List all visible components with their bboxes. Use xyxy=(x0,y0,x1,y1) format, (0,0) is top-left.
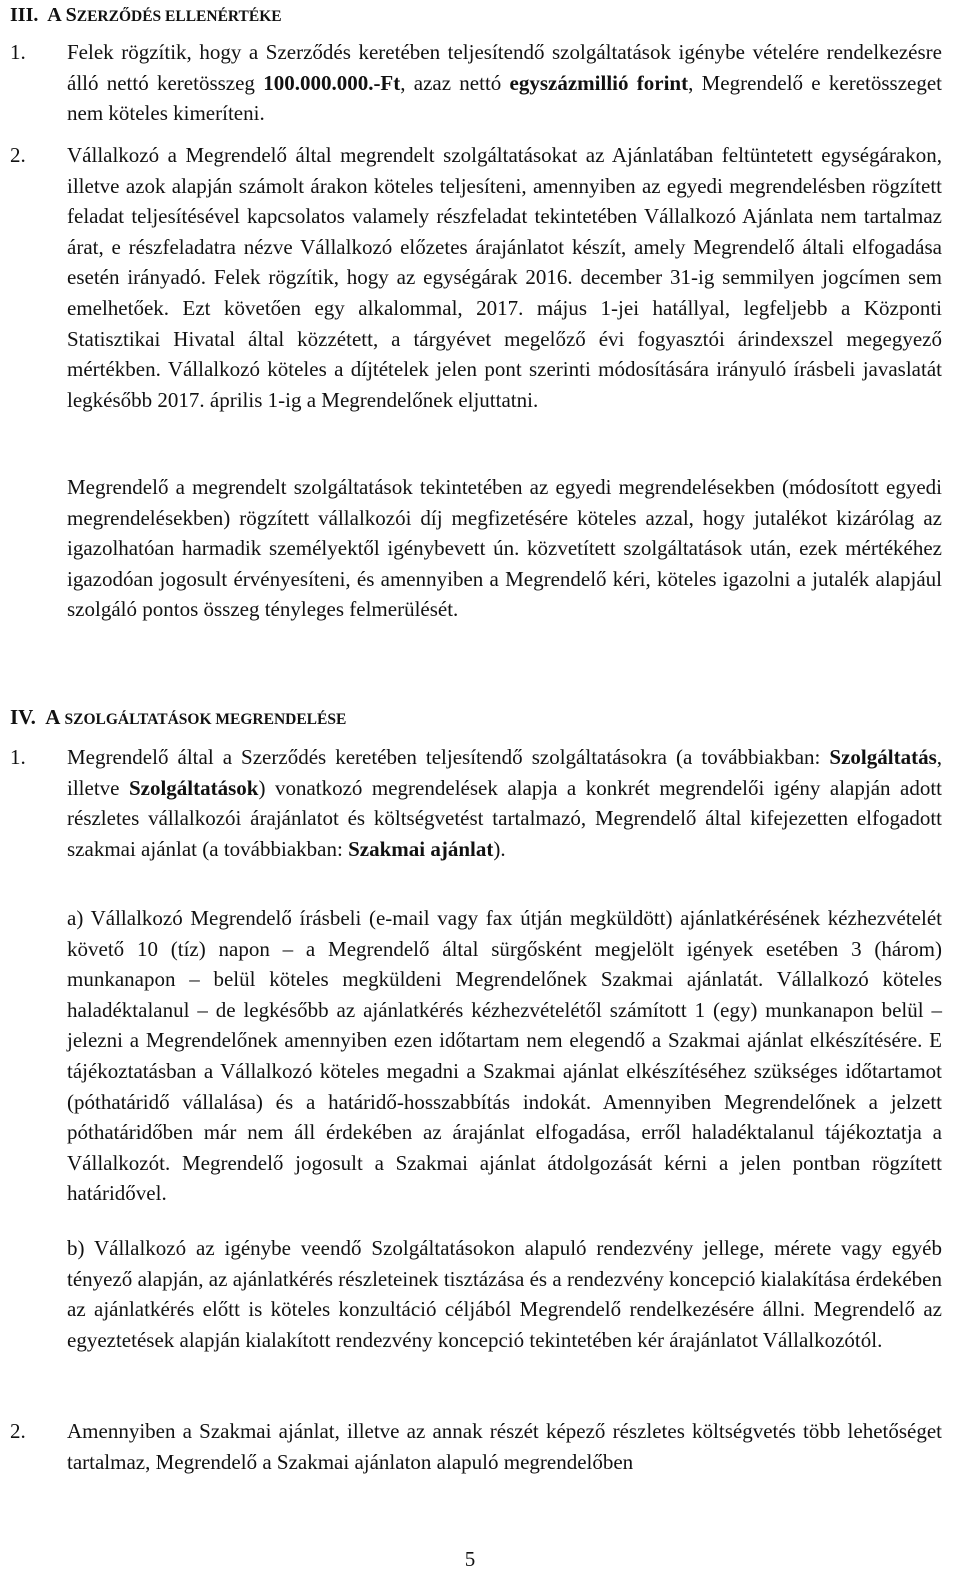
item-1-text-c: , Megrendelő e keretösszeget nem köteles kimeríteni. xyxy=(67,70,942,126)
section-iii-item-2: Vállalkozó a Megrendelő által megrendelt szolgáltatásokat az Ajánlatában feltüntetett egységárakon, illetve azok alapján számolt árakon köteles teljesíteni, amennyiben az egyedi megrendelésben rögzített feladat teljesítésével kapcsolatos valamely részfeladat tekintetében Vállalkozó Ajánlata nem tartalmaz árat, e részfeladatra nézve Vállalkozó előzetes árajánlatot készít, amely Megrendelő általi elfogadása esetén irányadó. Felek rögzítik, hogy az egységárak 2016. december 31-ig semmilyen jogcímen sem emelhetőek. Ezt követően egy alkalommal, 2017. május 1-jei hatállyal, legfeljebb a Központi Statisztikai Hivatal által közzétett, a tárgyévet megelőző évi fogyasztói árindexszel megegyező mértékben. Vállalkozó köteles a díjtételek jelen pont szerinti módosítására irányuló írásbeli javaslatát legkésőbb 2017. április 1-ig a Megrendelőnek eljuttatni. xyxy=(67,143,942,412)
section-iv-item-2-number: 2. xyxy=(10,1419,26,1443)
section-iii-item-2-number: 2. xyxy=(10,143,26,167)
section-iii-item-1 xyxy=(67,37,942,129)
item-1-text-b: , azaz nettó xyxy=(400,70,510,95)
section-iii-title-first: A S xyxy=(47,4,77,26)
section-iii-heading xyxy=(10,0,282,33)
term-szolgaltatasok: Szolgáltatások xyxy=(128,775,259,800)
item-1-amount: 100.000.000.-Ft xyxy=(263,70,401,95)
iv-item-1-text-a: Megrendelő által a Szerződés keretében teljesítendő szolgáltatásokra (a továbbiakban: xyxy=(67,745,830,769)
section-iv-roman: IV. xyxy=(10,705,36,729)
item-1-amount-words: egyszázmillió forint xyxy=(509,70,689,95)
section-iii-item-1-number: 1. xyxy=(10,40,26,64)
section-iii-title-rest: ZERZŐDÉS ELLENÉRTÉKE xyxy=(76,8,282,25)
section-iv-subitem-b: b) Vállalkozó az igénybe veendő Szolgáltatásokon alapuló rendezvény jellege, mérete vagy egyéb tényező alapján, az ajánlatkérés részleteinek tisztázása és a rendezvény koncepció kialakítása érdekében az ajánlatkérés előtt is köteles konzultáció céljából Megrendelő rendelkezésére állni. Megrendelő az egyeztetések alapján kialakított rendezvény koncepció tekintetében kér árajánlatot Vállalkozótól. xyxy=(67,1236,942,1352)
item-1-text-a: Felek rögzítik, hogy a Szerződés keretében teljesítendő szolgáltatások igénybe vételére rendelkezésre álló nettó keretösszeg xyxy=(67,40,942,95)
page-number: 5 xyxy=(464,1547,476,1571)
section-iv-title-first: A xyxy=(45,705,65,729)
section-iv-heading xyxy=(10,702,346,736)
section-iv-item-2: Amennyiben a Szakmai ajánlat, illetve az annak részét képező részletes költségvetés több lehetőséget tartalmaz, Megrendelő a Szakmai ajánlaton alapuló megrendelőben xyxy=(67,1419,942,1474)
section-iii-paragraph: Megrendelő a megrendelt szolgáltatások tekintetében az egyedi megrendelésekben (módosított egyedi megrendelésekben) rögzített vállalkozói díj megfizetésére köteles azzal, hogy jutalékot kizárólag az igazolhatóan harmadik személyektől igénybevett ún. közvetített szolgáltatások után, ezek mértékéhez igazodóan jogosult érvényesíteni, és amennyiben a Megrendelő kéri, köteles igazolni a jutalék alapjául szolgáló pontos összeg tényleges felmerülését. xyxy=(67,475,942,622)
iv-item-1-text-b: , illetve xyxy=(67,745,942,800)
section-iv-subitem-a: a) Vállalkozó Megrendelő írásbeli (e-mail vagy fax útján megküldött) ajánlatkérésének kézhezvételét követő 10 (tíz) napon – a Megrendelő által sürgősként megjelölt igények esetében 3 (három) munkanapon – belül köteles megküldeni Megrendelőnek Szakmai ajánlatát. Vállalkozó köteles haladéktalanul – de legkésőbb az ajánlatkérés kézhezvételétől számított 1 (egy) munkanapon belül – jelezni a Megrendelőnek amennyiben ezen időtartam nem elegendő a Szakmai ajánlat elkészítésére. E tájékoztatásban a Vállalkozó köteles megadni a Szakmai ajánlat elkészítéséhez szükséges időtartamot (póthatáridő vállalása) és a határidő-hosszabbítás indokát. Amennyiben Megrendelőnek a jelzett póthatáridőben már nem áll érdekében az árajánlat elfogadása, erről haladéktalanul tájékoztatja a Vállalkozót. Megrendelő jogosult a Szakmai ajánlat átdolgozását kérni a jelen pontban rögzített határidővel. xyxy=(67,906,942,1206)
section-iv-item-1 xyxy=(67,742,942,864)
section-iv-title-rest: SZOLGÁLTATÁSOK MEGRENDELÉSE xyxy=(64,711,347,728)
section-iv-item-1-number: 1. xyxy=(10,745,26,769)
iv-item-1-text-d: ). xyxy=(493,836,506,861)
iv-item-1-text-c: ) vonatkozó megrendelések alapja a konkrét megrendelői igény alapján adott részletes vállalkozói árajánlatot és költségvetést tartalmazó, Megrendelő által kifejezetten elfogadott szakmai ajánlat (a továbbiakban: xyxy=(67,775,943,861)
term-szakmai-ajanlat: Szakmai ajánlat xyxy=(348,836,494,861)
section-iii-roman: III. xyxy=(10,4,39,26)
term-szolgaltatas: Szolgáltatás xyxy=(829,745,937,769)
